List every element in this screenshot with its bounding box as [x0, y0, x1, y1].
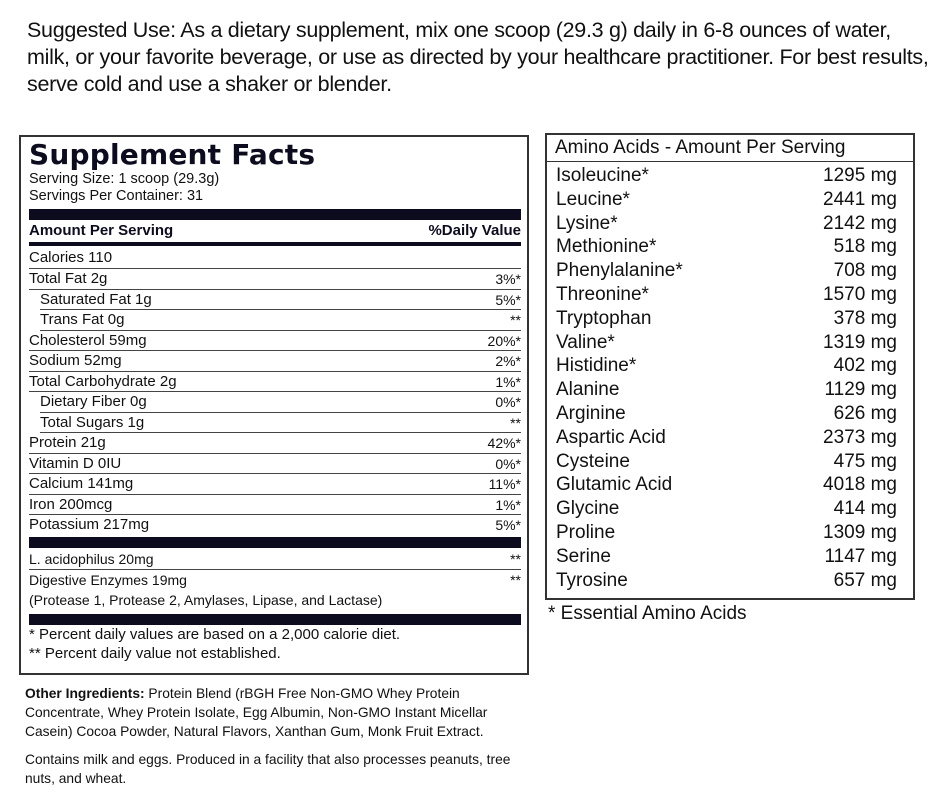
amino-acid-list [547, 162, 913, 592]
footnote-not-established: ** Percent daily value not established. [29, 644, 281, 662]
amino-acid-amount: 518 mg [833, 236, 897, 258]
amino-acid-name: Lysine* [556, 212, 618, 234]
amino-acid-row [556, 259, 897, 283]
nutrient-row [29, 495, 521, 516]
nutrient-daily-value: 1%* [495, 496, 521, 513]
enzymes-row [29, 570, 521, 590]
amino-acid-amount: 1570 mg [823, 283, 897, 305]
amino-acid-amount: 1295 mg [823, 165, 897, 186]
nutrient-row [29, 454, 521, 475]
nutrient-daily-value: 5%* [495, 291, 521, 308]
nutrient-daily-value: 5%* [495, 517, 521, 533]
amino-acid-amount: 475 mg [833, 450, 897, 472]
amino-acid-row [556, 212, 897, 236]
nutrient-row [29, 331, 521, 352]
amino-acid-name: Alanine [556, 379, 620, 401]
nutrient-label: Total Carbohydrate 2g [29, 372, 177, 390]
amino-acid-row [556, 331, 897, 355]
nutrient-daily-value: 11%* [488, 476, 521, 492]
nutrient-label: Protein 21g [29, 434, 106, 451]
amino-acid-amount: 1319 mg [823, 331, 897, 353]
amino-acid-name: Arginine [556, 402, 626, 424]
nutrient-daily-value: 1%* [495, 373, 521, 390]
calories-row [29, 246, 521, 269]
essential-amino-footnote: * Essential Amino Acids [548, 603, 747, 624]
amino-acid-row [556, 188, 897, 212]
amino-acid-name: Glycine [556, 498, 620, 520]
enzymes-label: Digestive Enzymes 19mg [29, 571, 187, 588]
amino-acid-amount: 657 mg [833, 569, 897, 591]
amino-acid-amount: 708 mg [833, 260, 897, 282]
thick-divider [29, 537, 521, 548]
amino-acid-name: Cysteine [556, 450, 630, 472]
nutrient-label: Trans Fat 0g [40, 311, 125, 328]
amino-acid-name: Glutamic Acid [556, 474, 673, 496]
amino-acid-amount: 402 mg [833, 355, 897, 377]
calories-label: Calories 110 [29, 249, 113, 266]
probiotic-dv: ** [510, 550, 521, 567]
amino-acids-panel [545, 133, 915, 600]
supplement-facts-title: Supplement Facts [29, 138, 316, 171]
amino-acid-name: Proline [556, 521, 616, 543]
nutrient-row [29, 433, 521, 454]
amino-acid-amount: 626 mg [833, 402, 897, 424]
amino-acid-amount: 1147 mg [824, 545, 897, 567]
amino-acid-row [556, 450, 897, 474]
amino-acid-amount: 4018 mg [823, 474, 897, 496]
amino-acid-name: Histidine* [556, 355, 637, 377]
nutrient-label: Sodium 52mg [29, 352, 122, 369]
serving-size: Serving Size: 1 scoop (29.3g) [29, 171, 220, 187]
nutrient-label: Total Fat 2g [29, 270, 108, 287]
nutrient-label: Iron 200mcg [29, 495, 113, 513]
amino-acid-row [556, 235, 897, 259]
nutrient-row [40, 413, 521, 434]
nutrient-label: Vitamin D 0IU [29, 454, 122, 472]
nutrient-daily-value: 20%* [487, 332, 521, 349]
amino-acid-row [556, 497, 897, 521]
amino-acid-row [556, 402, 897, 426]
nutrient-daily-value: 2%* [495, 353, 521, 369]
daily-value-header: %Daily Value [428, 222, 521, 239]
amount-header-row [29, 220, 521, 241]
enzymes-dv: ** [510, 571, 521, 588]
amino-acid-amount: 378 mg [833, 307, 897, 329]
amino-acid-name: Phenylalanine* [556, 260, 683, 282]
amino-acid-name: Isoleucine* [556, 165, 649, 186]
supplement-facts-panel [19, 135, 529, 675]
amino-acid-row [556, 426, 897, 450]
nutrient-row [29, 351, 521, 372]
amino-acid-name: Methionine* [556, 236, 657, 258]
amino-acid-row [556, 521, 897, 545]
nutrient-label: Cholesterol 59mg [29, 331, 147, 349]
nutrient-row [40, 290, 521, 311]
nutrient-daily-value: ** [510, 312, 521, 328]
other-ingredients [25, 684, 530, 741]
amino-acid-amount: 1129 mg [824, 379, 897, 401]
servings-per-container: Servings Per Container: 31 [29, 188, 204, 204]
amino-acid-name: Tryptophan [556, 307, 652, 329]
amino-acid-row [556, 545, 897, 569]
amino-acid-name: Serine [556, 545, 611, 567]
nutrient-row [29, 474, 521, 495]
amino-acid-row [556, 354, 897, 378]
other-ingredients-text: Protein Blend (rBGH Free Non-GMO Whey Protein Concentrate, Whey Protein Isolate, Egg Albumin, Non-GMO Instant Micellar Casein) Cocoa Powder, Natural Flavors, Xanthan Gum, Monk Fruit Extract. [25, 686, 488, 739]
other-ingredients-label: Other Ingredients: [25, 686, 145, 701]
nutrient-label: Dietary Fiber 0g [40, 393, 147, 410]
nutrient-daily-value: ** [510, 414, 521, 431]
amino-acid-name: Aspartic Acid [556, 426, 666, 448]
amino-acid-row [556, 569, 897, 593]
thick-divider [29, 209, 521, 220]
nutrient-list [29, 269, 521, 536]
suggested-use-text: Suggested Use: As a dietary supplement, mix one scoop (29.3 g) daily in 6-8 ounces of water, milk, or your favorite beverage, or use as directed by your healthcare practitioner. For best results, serve cold and use a shaker or blender. [27, 18, 929, 96]
amino-acid-name: Threonine* [556, 283, 649, 305]
amino-acid-amount: 1309 mg [823, 521, 897, 543]
nutrient-row [29, 515, 521, 536]
nutrient-label: Calcium 141mg [29, 475, 134, 492]
amino-acid-row [556, 283, 897, 307]
amount-per-serving-header: Amount Per Serving [29, 222, 174, 239]
amino-acid-amount: 2142 mg [823, 212, 897, 234]
nutrient-daily-value: 0%* [495, 455, 521, 472]
allergen-statement: Contains milk and eggs. Produced in a facility that also processes peanuts, tree nuts, and wheat. [25, 752, 511, 786]
footnote-dv: * Percent daily values are based on a 2,000 calorie diet. [29, 625, 401, 643]
nutrient-row [29, 269, 521, 290]
amino-acid-row [556, 473, 897, 497]
amino-acid-amount: 414 mg [833, 498, 897, 520]
enzymes-detail: (Protease 1, Protease 2, Amylases, Lipase, and Lactase) [29, 591, 383, 608]
thick-divider [29, 614, 521, 625]
nutrient-row [40, 310, 521, 331]
nutrient-daily-value: 42%* [487, 435, 521, 451]
nutrient-label: Total Sugars 1g [40, 413, 145, 431]
amino-acids-header: Amino Acids - Amount Per Serving [547, 135, 913, 162]
amino-acid-row [556, 164, 897, 188]
probiotic-row [29, 548, 521, 570]
amino-acid-name: Valine* [556, 331, 615, 353]
amino-acid-name: Tyrosine [556, 569, 628, 591]
amino-acid-amount: 2441 mg [823, 188, 897, 210]
amino-acid-amount: 2373 mg [823, 426, 897, 448]
nutrient-label: Saturated Fat 1g [40, 290, 152, 308]
nutrient-daily-value: 0%* [495, 394, 521, 410]
nutrient-label: Potassium 217mg [29, 516, 150, 533]
amino-acid-name: Leucine* [556, 188, 630, 210]
nutrient-daily-value: 3%* [495, 271, 521, 287]
probiotic-label: L. acidophilus 20mg [29, 550, 154, 567]
nutrient-row [29, 372, 521, 393]
amino-acid-row [556, 307, 897, 331]
amino-acid-row [556, 378, 897, 402]
nutrient-row [40, 392, 521, 413]
